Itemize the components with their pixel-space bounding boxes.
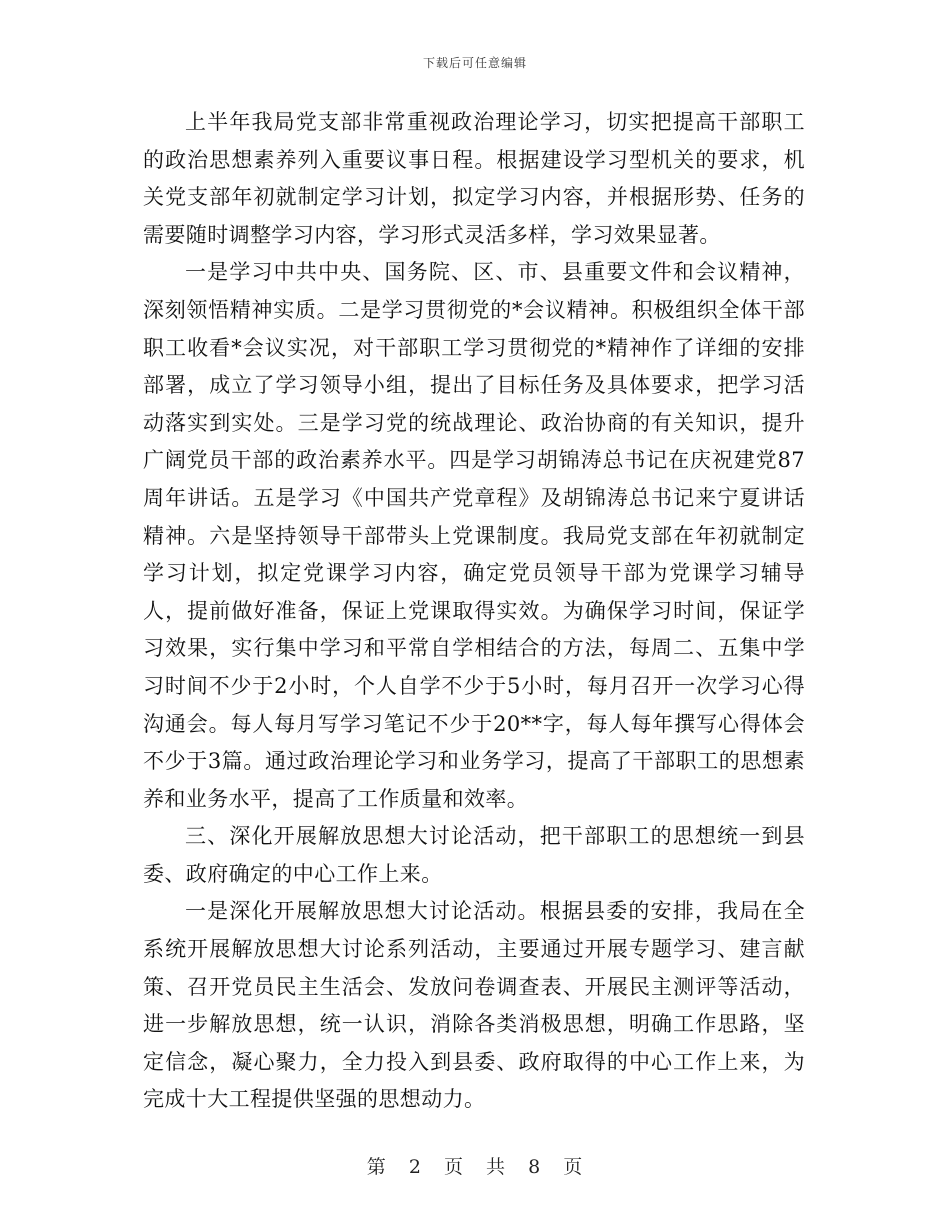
footer-label-unit: 页 xyxy=(443,1156,464,1178)
footer-current-page: 2 xyxy=(408,1156,422,1178)
paragraph-section-three-heading: 三、深化开展解放思想大讨论活动，把干部职工的思想统一到县委、政府确定的中心工作上来。 xyxy=(143,824,805,886)
page-number-footer xyxy=(0,1152,950,1179)
footer-total-pages: 8 xyxy=(528,1156,542,1178)
header-note: 下载后可任意编辑 xyxy=(422,56,527,70)
paragraph-study-items: 一是学习中共中央、国务院、区、市、县重要文件和会议精神，深刻领悟精神实质。二是学习贯彻党的*会议精神。积极组织全体干部职工收看*会议实况，对干部职工学习贯彻党的*精神作了详细的安排部署，成立了学习领导小组，提出了目标任务及具体要求，把学习活动落实到实处。三是学习党的统战理论、政治协商的有关知识，提升广阔党员干部的政治素养水平。四是学习胡锦涛总书记在庆祝建党87周年讲话。五是学习《中国共产党章程》及胡锦涛总书记来宁夏讲话精神。六是坚持领导干部带头上党课制度。我局党支部在年初就制定学习计划，拟定党课学习内容，确定党员领导干部为党课学习辅导人，提前做好准备，保证上党课取得实效。为确保学习时间，保证学习效果，实行集中学习和平常自学相结合的方法，每周二、五集中学习时间不少于2小时，个人自学不少于5小时，每月召开一次学习心得沟通会。每人每月写学习笔记不少于20**字，每人每年撰写心得体会不少于3篇。通过政治理论学习和业务学习，提高了干部职工的思想素养和业务水平，提高了工作质量和效率。 xyxy=(143,260,805,811)
paragraph-discussion-activity: 一是深化开展解放思想大讨论活动。根据县委的安排，我局在全系统开展解放思想大讨论系列活动，主要通过开展专题学习、建言献策、召开党员民主生活会、发放问卷调查表、开展民主测评等活动，进一步解放思想，统一认识，消除各类消极思想，明确工作思路，坚定信念，凝心聚力，全力投入到县委、政府取得的中心工作上来，为完成十大工程提供坚强的思想动力。 xyxy=(143,899,805,1112)
footer-label-page: 第 xyxy=(366,1156,387,1178)
footer-label-total: 共 xyxy=(486,1156,507,1178)
footer-label-unit-end: 页 xyxy=(563,1156,584,1178)
document-body xyxy=(143,104,805,1119)
paragraph-intro: 上半年我局党支部非常重视政治理论学习，切实把提高干部职工的政治思想素养列入重要议事日程。根据建设学习型机关的要求，机关党支部年初就制定学习计划，拟定学习内容，并根据形势、任务的需要随时调整学习内容，学习形式灵活多样，学习效果显著。 xyxy=(143,110,805,247)
